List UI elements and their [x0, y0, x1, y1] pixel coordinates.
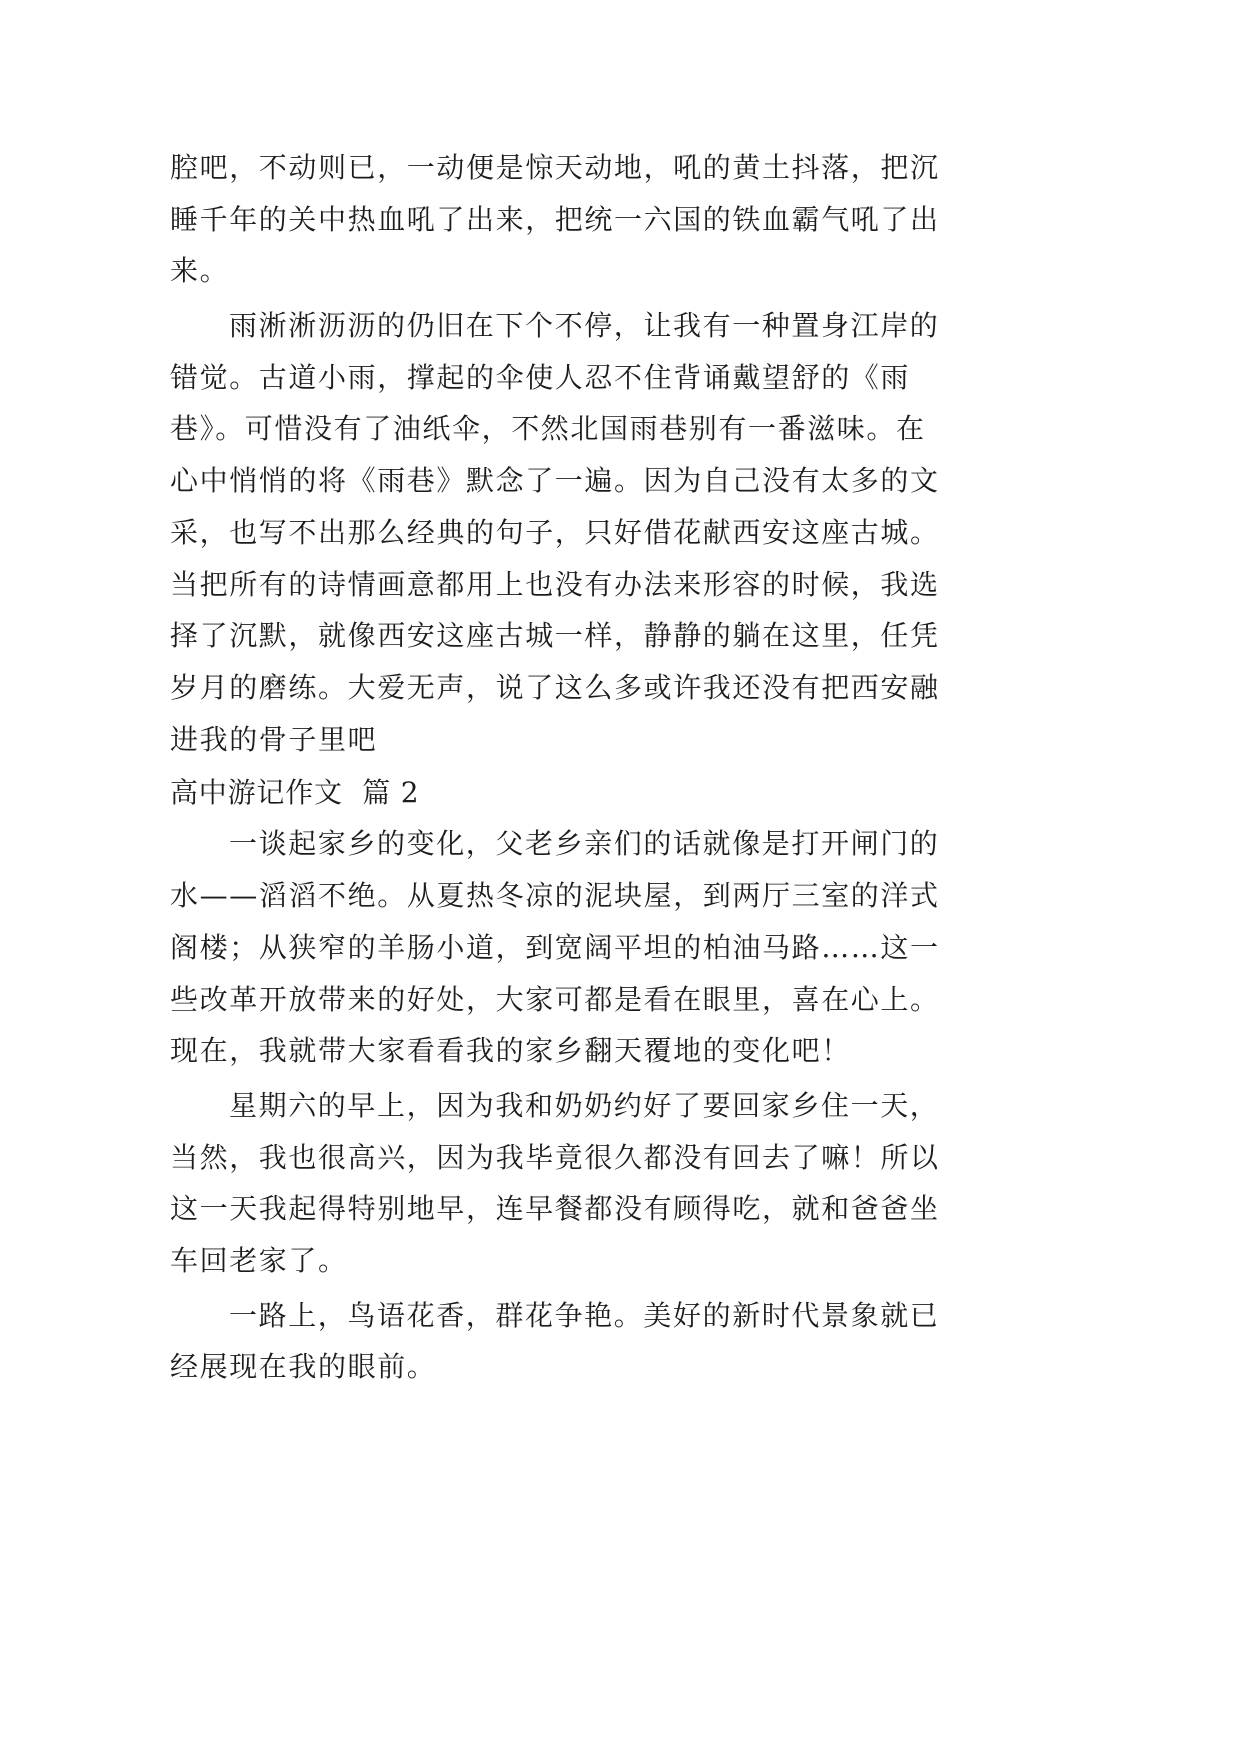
- paragraph-2: [170, 300, 1070, 765]
- text-line: 经展现在我的眼前。: [170, 1350, 437, 1384]
- text-line: 采，也写不出那么经典的句子，只好借花献西安这座古城。: [170, 515, 940, 549]
- text-line: 雨淅淅沥沥的仍旧在下个不停，让我有一种置身江岸的: [229, 309, 940, 343]
- section-heading: [170, 767, 1070, 819]
- text-line: 车回老家了。: [170, 1243, 348, 1277]
- text-line: 一谈起家乡的变化，父老乡亲们的话就像是打开闸门的: [229, 827, 940, 861]
- text-line: 腔吧，不动则已，一动便是惊天动地，吼的黄土抖落，把沉: [170, 151, 940, 184]
- text-line: 心中悄悄的将《雨巷》默念了一遍。因为自己没有太多的文: [170, 464, 940, 498]
- text-line: 星期六的早上，因为我和奶奶约好了要回家乡住一天，: [229, 1088, 940, 1122]
- heading-text: 高中游记作文 篇 2: [170, 775, 420, 809]
- text-line: 进我的骨子里吧: [170, 722, 378, 756]
- text-line: 这一天我起得特别地早，连早餐都没有顾得吃，就和爸爸坐: [170, 1192, 940, 1226]
- text-line: 当然，我也很高兴，因为我毕竟很久都没有回去了嘛！所以: [170, 1140, 940, 1174]
- paragraph-1: [170, 142, 1070, 297]
- paragraph-4: [170, 1080, 1070, 1287]
- text-line: 阁楼；从狭窄的羊肠小道，到宽阔平坦的柏油马路……这一: [170, 930, 940, 964]
- text-line: 现在，我就带大家看看我的家乡翻天覆地的变化吧！: [170, 1034, 851, 1068]
- text-line: 岁月的磨练。大爱无声，说了这么多或许我还没有把西安融: [170, 670, 940, 704]
- text-line: 择了沉默，就像西安这座古城一样，静静的躺在这里，任凭: [170, 619, 940, 653]
- text-line: 来。: [170, 254, 230, 288]
- paragraph-3: [170, 818, 1070, 1076]
- text-line: 错觉。古道小雨，撑起的伞使人忍不住背诵戴望舒的《雨: [170, 360, 911, 394]
- text-line: 巷》。可惜没有了油纸伞，不然北国雨巷别有一番滋味。在: [170, 412, 926, 446]
- paragraph-5: [170, 1290, 1070, 1393]
- text-line: 睡千年的关中热血吼了出来，把统一六国的铁血霸气吼了出: [170, 202, 940, 236]
- text-line: 一路上，鸟语花香，群花争艳。美好的新时代景象就已: [229, 1298, 940, 1332]
- text-line: 当把所有的诗情画意都用上也没有办法来形容的时候，我选: [170, 567, 940, 601]
- text-line: 水——滔滔不绝。从夏热冬凉的泥块屋，到两厅三室的洋式: [170, 879, 940, 913]
- text-line: 些改革开放带来的好处，大家可都是看在眼里，喜在心上。: [170, 982, 940, 1016]
